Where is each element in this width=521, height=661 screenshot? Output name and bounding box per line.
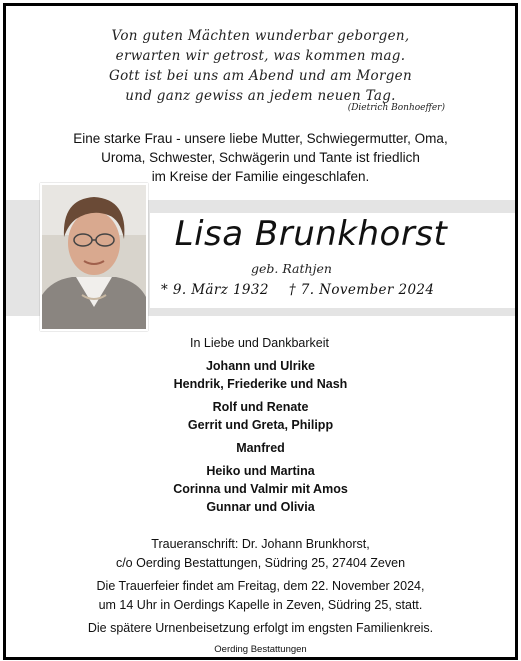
deceased-name: Lisa Brunkhorst: [174, 214, 448, 254]
mourner-list: [6, 357, 515, 521]
address-line: c/o Oerding Bestattungen, Südring 25, 27404 Zeven: [115, 556, 406, 570]
service-line: um 14 Uhr in Oerdings Kapelle in Zeven, Südring 25, statt.: [98, 598, 423, 612]
birth-date: * 9. März 1932: [161, 282, 269, 298]
poem-line: erwarten wir getrost, was kommen mag.: [115, 48, 406, 64]
mourner-group: [6, 398, 515, 434]
poem-line: Gott ist bei uns am Abend und am Morgen: [109, 68, 412, 84]
mourner-name: Manfred: [236, 441, 285, 455]
mourner-name: Rolf und Renate: [212, 400, 309, 414]
poem: [6, 26, 515, 106]
intro-line: Uroma, Schwester, Schwägerin und Tante ist friedlich: [101, 150, 420, 165]
mourner-group: [6, 357, 515, 393]
mourning-address: [6, 535, 515, 573]
poem-author: (Dietrich Bonhoeffer): [347, 103, 445, 113]
maiden-name: geb. Rathjen: [251, 261, 332, 276]
mourner-name: Gerrit und Greta, Philipp: [187, 418, 334, 432]
mourner-name: Hendrik, Friederike und Nash: [173, 377, 348, 391]
intro-line: Eine starke Frau - unsere liebe Mutter, Schwiegermutter, Oma,: [73, 131, 448, 146]
mourner-group: [6, 439, 515, 457]
death-date: † 7. November 2024: [288, 282, 435, 298]
portrait-image: [42, 185, 146, 329]
portrait-photo: [40, 183, 148, 331]
thanks-line: In Liebe und Dankbarkeit: [190, 336, 329, 350]
mourner-name: Johann und Ulrike: [205, 359, 316, 373]
intro-line: im Kreise der Familie eingeschlafen.: [151, 169, 370, 184]
mourner-group: [6, 462, 515, 516]
poem-line: und ganz gewiss an jedem neuen Tag.: [125, 88, 396, 104]
obituary-frame: [3, 3, 518, 660]
address-line: Traueranschrift: Dr. Johann Brunkhorst,: [151, 537, 370, 551]
mourner-name: Gunnar und Olivia: [206, 500, 315, 514]
intro-text: [6, 129, 515, 186]
poem-line: Von guten Mächten wunderbar geborgen,: [111, 28, 410, 44]
funeral-service-info: [6, 577, 515, 615]
mourner-name: Corinna und Valmir mit Amos: [173, 482, 348, 496]
undertaker-credit: Oerding Bestattungen: [214, 644, 307, 655]
mourner-name: Heiko und Martina: [206, 464, 315, 478]
urn-burial-info: Die spätere Urnenbeisetzung erfolgt im engsten Familienkreis.: [87, 621, 434, 635]
service-line: Die Trauerfeier findet am Freitag, dem 22. November 2024,: [96, 579, 425, 593]
life-dates: [161, 282, 434, 298]
